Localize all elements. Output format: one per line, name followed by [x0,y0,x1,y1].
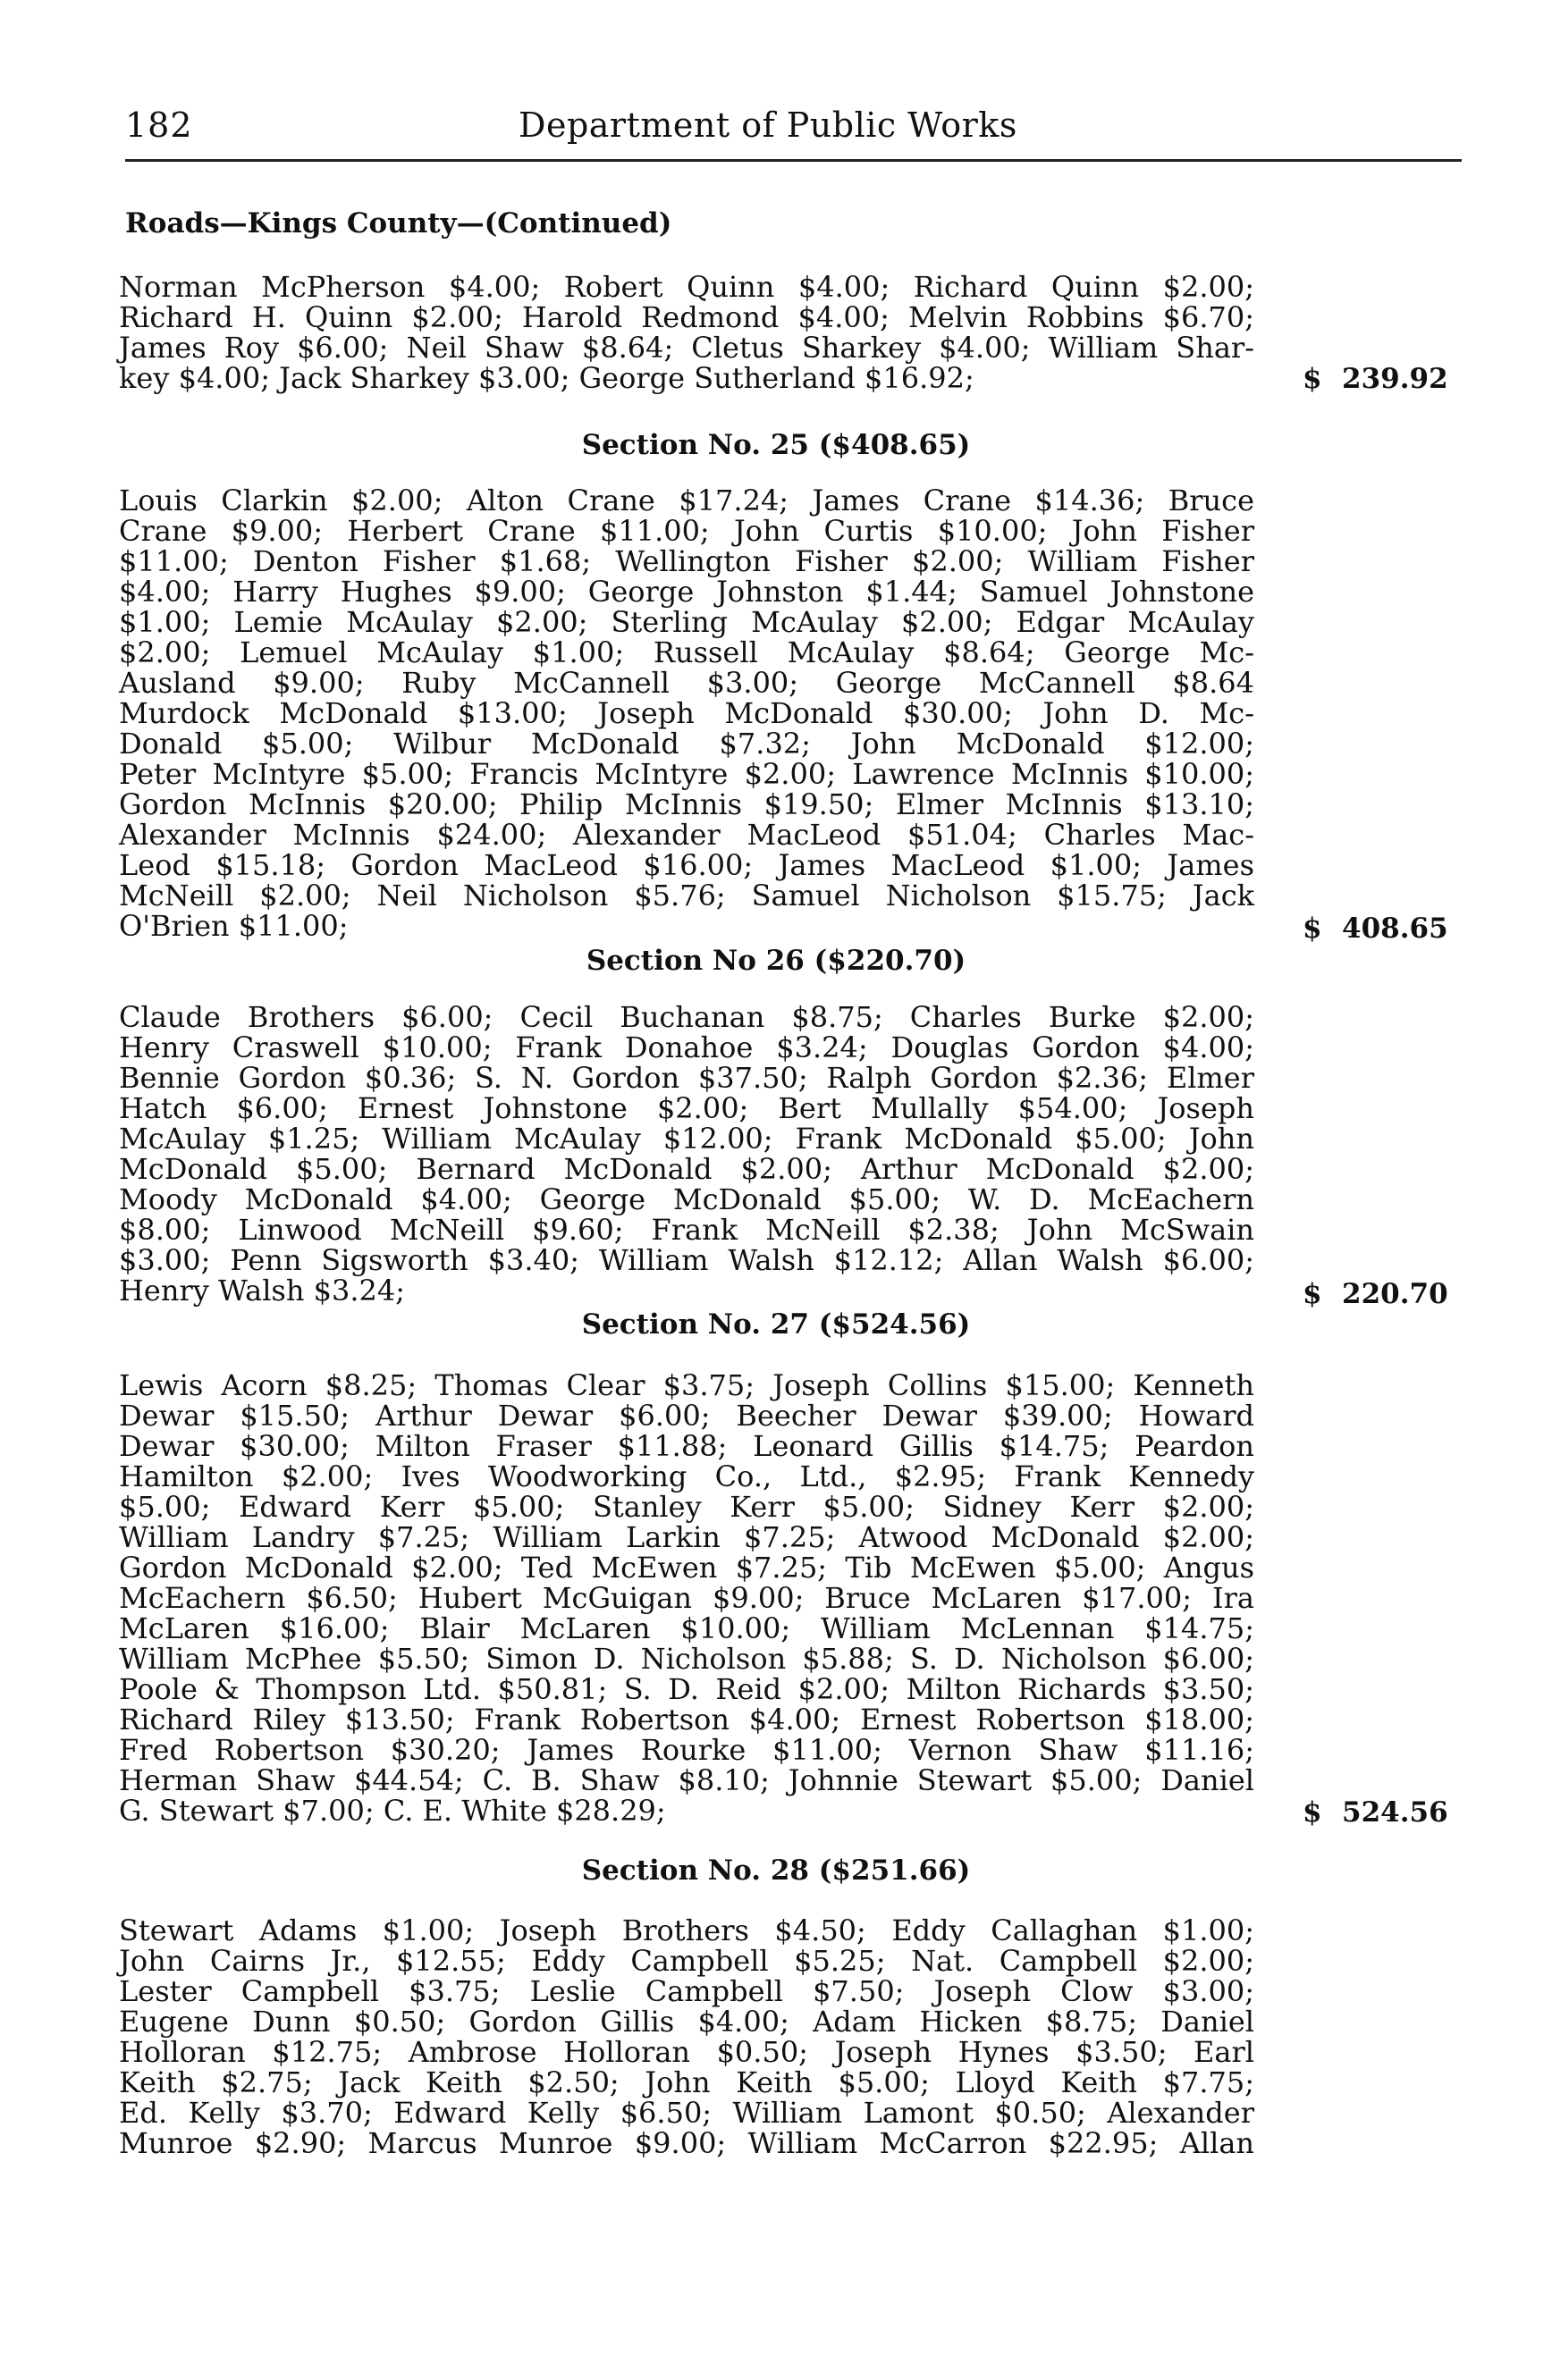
text-line: McNeill $2.00; Neil Nicholson $5.76; Samuel Nicholson $15.75; Jack [119,879,1254,912]
text-line: Keith $2.75; Jack Keith $2.50; John Keith $5.00; Lloyd Keith $7.75; [119,2065,1254,2099]
text-line: John Cairns Jr., $12.55; Eddy Campbell $5.25; Nat. Campbell $2.00; [119,1944,1254,1978]
dollar-sign: $ [1303,912,1322,945]
text-line: $11.00; Denton Fisher $1.68; Wellington Fisher $2.00; William Fisher [119,544,1254,578]
payee-list-section-27 [119,1370,1254,1826]
text-line: Bennie Gordon $0.36; S. N. Gordon $37.50; Ralph Gordon $2.36; Elmer [119,1061,1254,1095]
section-total-25 [1303,912,1446,945]
text-line: Henry Walsh $3.24; [119,1274,406,1308]
text-line: Moody McDonald $4.00; George McDonald $5.00; W. D. McEachern [119,1182,1254,1216]
text-line: Louis Clarkin $2.00; Alton Crane $17.24; James Crane $14.36; Bruce [119,484,1254,517]
text-line: McEachern $6.50; Hubert McGuigan $9.00; Bruce McLaren $17.00; Ira [119,1581,1254,1615]
section-total-27 [1303,1796,1446,1829]
page-header [125,105,1457,163]
section-27-title: Section No. 27 ($524.56) [581,1308,971,1341]
text-line: key $4.00; Jack Sharkey $3.00; George Sutherland $16.92; [119,361,974,395]
text-line: Leod $15.18; Gordon MacLeod $16.00; James MacLeod $1.00; James [119,848,1254,882]
payee-list-section-28 [119,1915,1254,2158]
text-line: Gordon McInnis $20.00; Philip McInnis $19.50; Elmer McInnis $13.10; [119,787,1254,821]
text-line: Lewis Acorn $8.25; Thomas Clear $3.75; Joseph Collins $15.00; Kenneth [119,1368,1254,1402]
text-line: McLaren $16.00; Blair McLaren $10.00; William McLennan $14.75; [119,1611,1254,1645]
text-line: McAulay $1.25; William McAulay $12.00; Frank McDonald $5.00; John [119,1122,1254,1156]
text-line: Ausland $9.00; Ruby McCannell $3.00; George McCannell $8.64 [119,666,1254,700]
text-line: $4.00; Harry Hughes $9.00; George Johnston $1.44; Samuel Johnstone [119,575,1254,609]
text-line: Stewart Adams $1.00; Joseph Brothers $4.50; Eddy Callaghan $1.00; [119,1913,1254,1947]
text-line: James Roy $6.00; Neil Shaw $8.64; Cletus Sharkey $4.00; William Shar- [119,331,1254,365]
text-line: Ed. Kelly $3.70; Edward Kelly $6.50; William Lamont $0.50; Alexander [119,2096,1254,2130]
section-total-intro [1303,363,1446,395]
payee-list-intro [119,272,1254,393]
text-line: Alexander McInnis $24.00; Alexander MacLeod $51.04; Charles Mac- [119,818,1254,852]
text-line: Donald $5.00; Wilbur McDonald $7.32; John McDonald $12.00; [119,727,1254,761]
text-line: Munroe $2.90; Marcus Munroe $9.00; William McCarron $22.95; Allan [119,2126,1254,2160]
text-line: Peter McIntyre $5.00; Francis McIntyre $2.00; Lawrence McInnis $10.00; [119,757,1254,791]
text-line: O'Brien $11.00; [119,909,349,943]
text-line: Gordon McDonald $2.00; Ted McEwen $7.25; Tib McEwen $5.00; Angus [119,1551,1254,1585]
text-line: Norman McPherson $4.00; Robert Quinn $4.00; Richard Quinn $2.00; [119,270,1254,304]
text-line: Herman Shaw $44.54; C. B. Shaw $8.10; Johnnie Stewart $5.00; Daniel [119,1763,1254,1797]
dollar-sign: $ [1303,363,1322,395]
page-number: 182 [125,105,193,145]
text-line: $8.00; Linwood McNeill $9.60; Frank McNeill $2.38; John McSwain [119,1213,1254,1247]
running-head: Department of Public Works [519,105,1017,145]
text-line: G. Stewart $7.00; C. E. White $28.29; [119,1794,666,1828]
total-amount: 220.70 [1342,1278,1448,1310]
text-line: Eugene Dunn $0.50; Gordon Gillis $4.00; Adam Hicken $8.75; Daniel [119,2005,1254,2039]
text-line: Richard H. Quinn $2.00; Harold Redmond $4.00; Melvin Robbins $6.70; [119,300,1254,334]
text-line: Lester Campbell $3.75; Leslie Campbell $7.50; Joseph Clow $3.00; [119,1974,1254,2008]
text-line: $1.00; Lemie McAulay $2.00; Sterling McAulay $2.00; Edgar McAulay [119,605,1254,639]
text-line: William Landry $7.25; William Larkin $7.25; Atwood McDonald $2.00; [119,1520,1254,1554]
text-line: Holloran $12.75; Ambrose Holloran $0.50; Joseph Hynes $3.50; Earl [119,2035,1254,2069]
text-line: Crane $9.00; Herbert Crane $11.00; John Curtis $10.00; John Fisher [119,514,1254,548]
text-line: McDonald $5.00; Bernard McDonald $2.00; Arthur McDonald $2.00; [119,1152,1254,1186]
text-line: $5.00; Edward Kerr $5.00; Stanley Kerr $5.00; Sidney Kerr $2.00; [119,1490,1254,1524]
text-line: Dewar $15.50; Arthur Dewar $6.00; Beecher Dewar $39.00; Howard [119,1399,1254,1433]
text-line: $2.00; Lemuel McAulay $1.00; Russell McAulay $8.64; George Mc- [119,635,1254,669]
total-amount: 408.65 [1342,912,1448,945]
section-25-title: Section No. 25 ($408.65) [581,429,971,461]
payee-list-section-26 [119,1002,1254,1306]
text-line: William McPhee $5.50; Simon D. Nicholson $5.88; S. D. Nicholson $6.00; [119,1642,1254,1676]
text-line: Hamilton $2.00; Ives Woodworking Co., Ltd., $2.95; Frank Kennedy [119,1459,1254,1493]
text-line: Dewar $30.00; Milton Fraser $11.88; Leonard Gillis $14.75; Peardon [119,1429,1254,1463]
header-rule [125,159,1462,162]
text-line: Poole & Thompson Ltd. $50.81; S. D. Reid $2.00; Milton Richards $3.50; [119,1672,1254,1706]
text-line: Richard Riley $13.50; Frank Robertson $4.00; Ernest Robertson $18.00; [119,1703,1254,1737]
payee-list-section-25 [119,485,1254,941]
text-line: Henry Craswell $10.00; Frank Donahoe $3.24; Douglas Gordon $4.00; [119,1030,1254,1064]
text-line: Murdock McDonald $13.00; Joseph McDonald $30.00; John D. Mc- [119,696,1254,730]
total-amount: 239.92 [1342,363,1448,395]
text-line: $3.00; Penn Sigsworth $3.40; William Walsh $12.12; Allan Walsh $6.00; [119,1243,1254,1277]
section-total-26 [1303,1278,1446,1310]
section-subheading: Roads—Kings County—(Continued) [125,207,672,240]
text-line: Claude Brothers $6.00; Cecil Buchanan $8.75; Charles Burke $2.00; [119,1000,1254,1034]
text-line: Hatch $6.00; Ernest Johnstone $2.00; Bert Mullally $54.00; Joseph [119,1091,1254,1125]
section-28-title: Section No. 28 ($251.66) [581,1854,971,1887]
total-amount: 524.56 [1342,1796,1448,1829]
text-line: Fred Robertson $30.20; James Rourke $11.00; Vernon Shaw $11.16; [119,1733,1254,1767]
dollar-sign: $ [1303,1278,1322,1310]
section-26-title: Section No 26 ($220.70) [586,945,966,977]
dollar-sign: $ [1303,1796,1322,1829]
